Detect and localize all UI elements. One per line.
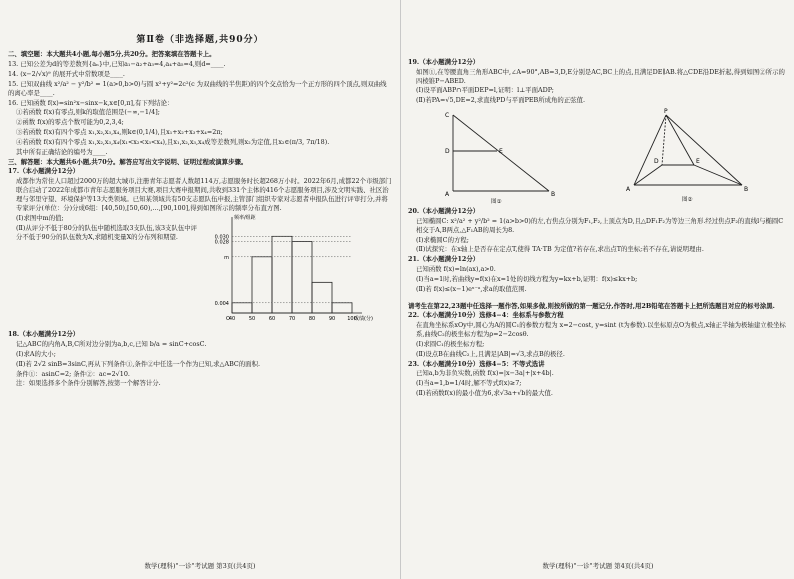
y-tick-label: 0.028 bbox=[214, 239, 229, 246]
q16-tail: 其中所有正确结论的编号为____. bbox=[16, 147, 108, 156]
question-20-body: 已知椭圆C: x²/a² + y²/b² = 1(a>b>0)的左,右焦点分别为F₁,F₂,上顶点为D,且△DF₁F₂为等边三角形.经过焦点F₂的直线l与椭圆C相交于A,B两点,△F₁AB的周长为8. bbox=[416, 216, 784, 234]
fig1-caption: 图① bbox=[490, 199, 501, 206]
q19-part-1: (Ⅰ)设平面ABP∩平面DEP=l,证明：l⊥平面ADP; bbox=[416, 86, 554, 95]
question-21-title: 21.（本小题满分12分） bbox=[408, 255, 480, 264]
fig1-label-e: E bbox=[498, 148, 503, 156]
fig2-label-p: P bbox=[663, 108, 668, 116]
right-footer: 数学(理科)"一诊"考试题 第4页(共4页) bbox=[542, 562, 654, 571]
fig2-label-b: B bbox=[743, 186, 748, 194]
q20-part-2: (Ⅱ)试探究：在x轴上是否存在定点T,使得 TA·TB 为定值?若存在,求出点T的坐标;若不存在,请说明理由. bbox=[416, 245, 704, 254]
figure-1 bbox=[431, 107, 571, 205]
question-16: 16. 已知函数 f(x)=sin²x−sinx−k,x∈[0,π],有下列结论： bbox=[8, 98, 174, 107]
left-footer: 数学(理科)"一诊"考试题 第3页(共4页) bbox=[144, 562, 256, 571]
left-page bbox=[8, 6, 392, 571]
x-axis-label: 成绩(分) bbox=[354, 316, 373, 323]
histogram-bar bbox=[232, 303, 252, 313]
q22-part-1: (Ⅰ)求圆C₁的极坐标方程; bbox=[416, 339, 485, 348]
question-22-title: 22.（本小题满分10分）选修4−4：坐标系与参数方程 bbox=[408, 311, 564, 320]
x-tick-label: 40 bbox=[228, 316, 236, 323]
question-15: 15. 已知双曲线 x²/a² − y²/b² = 1(a>0,b>0)与圆 x²+y²=2c²(c 为双曲线的半焦距)的四个交点恰为一个正方形的四个顶点,则双曲线的离心率是____. bbox=[8, 79, 387, 97]
choice-note: 请考生在第22,23题中任选择一题作答,如果多做,则按所做的第一题记分,作答时,用2B铅笔在答题卡上把所选题目对应的标号涂黑. bbox=[408, 301, 775, 310]
histogram-bar bbox=[332, 303, 352, 313]
page-divider bbox=[400, 0, 401, 579]
histogram-bar bbox=[312, 283, 332, 314]
fig2-edge-pe bbox=[666, 115, 694, 165]
x-tick-label: 100 bbox=[347, 316, 357, 323]
q20-part-1: (Ⅰ)求椭圆C的方程; bbox=[416, 235, 469, 244]
x-tick-label: 60 bbox=[268, 316, 276, 323]
q21-part-2: (Ⅱ)若 f(x)≤(x−1)eˣ⁻ᵃ,求a的取值范围. bbox=[416, 284, 527, 293]
origin-label: O bbox=[226, 316, 230, 323]
fig1-label-d: D bbox=[444, 148, 450, 156]
question-19-title: 19.（本小题满分12分） bbox=[408, 58, 480, 66]
question-23-body: 已知a,b为非负实数,函数 f(x)=|x−3a|+|x+4b|. bbox=[416, 369, 554, 378]
question-17-body: 成都作为常住人口超过2000万的超大城市,注册青年志愿者人数超114万,志愿服务时长超268万小时。2022年6月,成都22个市级部门联合启动了2022年成都市青年志愿服务项目大赛,项目大赛申报期间,共收到331个主体的416个志愿服务项目,涉及文明实践、社区治理与邻里守望、环境保护等13大类领域。已知某领域共有50支志愿队伍申报,主管部门组织专家对志愿者申报队伍进行评审打分,并将专家评分(单位：分)分成6组：[40,50),[50,60),…,[90,100],得到如图所示的频率分布直方图. bbox=[16, 177, 392, 212]
histogram bbox=[202, 213, 373, 328]
question-21-body: 已知函数 f(x)=ln(ax),a>0. bbox=[416, 265, 496, 274]
q18-part-2: (Ⅱ)若 2√2 sinB=3sinC,再从下列条件①,条件②中任选一个作为已知,求△ABC的面积. bbox=[16, 359, 260, 368]
y-axis-label: 频率/组距 bbox=[234, 215, 256, 222]
q23-part-1: (Ⅰ)当a=1,b=1/4时,解不等式f(x)≥7; bbox=[416, 379, 522, 388]
fig1-label-c: C bbox=[444, 112, 449, 120]
q21-part-1: (Ⅰ)当a=1时,若曲线y=f(x)在x=1处的切线方程为y=kx+b,证明：f(x)≤kx+b; bbox=[416, 274, 638, 283]
x-tick-label: 50 bbox=[248, 316, 256, 323]
q17-part-1: (Ⅰ)求图中m的值; bbox=[16, 214, 64, 223]
fig2-label-d: D bbox=[653, 158, 659, 166]
histogram-bar bbox=[252, 257, 272, 313]
histogram-bar bbox=[292, 242, 312, 314]
fig1-label-b: B bbox=[550, 191, 555, 199]
fig1-label-a: A bbox=[444, 191, 449, 199]
q18-part-1: (Ⅰ)求A的大小; bbox=[16, 349, 56, 358]
fig2-edge-pb bbox=[666, 115, 742, 185]
fig2-caption: 图② bbox=[681, 197, 692, 204]
x-tick-label: 70 bbox=[288, 316, 296, 323]
q19-part-2: (Ⅱ)若PA=√5,DE=2,求直线PD与平面PEB所成角的正弦值. bbox=[416, 96, 586, 105]
q17-part-2: (Ⅱ)从评分不低于80分的队伍中随机选取3支队伍,该3支队伍中评分不低于90分的队伍数为X,求随机变量X的分布列和期望. bbox=[16, 224, 197, 242]
question-18-title: 18.（本小题满分12分） bbox=[8, 330, 80, 339]
part2-header: 二、填空题：本大题共4小题,每小题5分,共20分。把答案填在答题卡上。 bbox=[8, 50, 216, 59]
fig2-label-e: E bbox=[695, 158, 700, 166]
right-page bbox=[408, 6, 788, 571]
q16-item-2: ②函数 f(x)的零点个数可能为0,2,3,4; bbox=[16, 118, 124, 127]
question-18-body: 记△ABC的内角A,B,C所对边分别为a,b,c,已知 b/a = sinC+cosC. bbox=[16, 340, 207, 349]
q16-item-1: ①若函数 f(x)有零点,则k的取值范围是(−∞,−1/4]; bbox=[16, 108, 160, 117]
q18-conditions: 条件①：asinC=2; 条件②：ac=2√10. bbox=[16, 369, 130, 378]
histogram-svg bbox=[202, 213, 373, 325]
question-23-title: 23.（本小题满分10分）选修4−5：不等式选讲 bbox=[408, 359, 545, 368]
y-tick-label: 0.030 bbox=[214, 234, 229, 241]
question-22-body: 在直角坐标系xOy中,圆心为A的圆C₁的参数方程为 x=2−cost, y=sint (t为参数).以坐标原点O为极点,x轴正半轴为极轴建立极坐标系,曲线C₂的极坐标方程为ρ=2−2cosθ. bbox=[416, 321, 786, 339]
q23-part-2: (Ⅱ)若函数f(x)的最小值为6,求√3a+√b的最大值. bbox=[416, 389, 553, 398]
q16-item-4: ④若函数 f(x)有四个零点 x₁,x₂,x₃,x₄(x₁<x₂<x₃<x₄),且x₁,x₂,x₃,x₄成等差数列,则x₂为定值,且x₂∈(π/3, 7π/18). bbox=[16, 137, 330, 146]
question-13: 13. 已知公差为d的等差数列{aₙ}中,已知a₁−a₂+a₃=4,a₄+a₅=4,则d=____. bbox=[8, 60, 226, 69]
fig2-label-a: A bbox=[625, 186, 630, 194]
q16-item-3: ③若函数 f(x)有四个零点 x₁,x₂,x₃,x₄,则k∈(0,1/4),且x₁+x₂+x₃+x₄=2π; bbox=[16, 128, 223, 137]
part3-header: 三、解答题：本大题共6小题,共70分。解答应写出文字说明、证明过程或演算步骤。 bbox=[8, 157, 248, 166]
q22-part-2: (Ⅱ)设点B在曲线C₂上,且满足|AB|=√3,求点B的极径. bbox=[416, 349, 565, 358]
figure-2 bbox=[616, 107, 766, 205]
x-tick-label: 90 bbox=[328, 316, 336, 323]
section-title: 第Ⅱ卷（非选择题,共90分） bbox=[136, 35, 264, 45]
fig2-edge-pa bbox=[634, 115, 666, 185]
y-tick-label: m bbox=[224, 255, 229, 262]
question-20-title: 20.（本小题满分12分） bbox=[408, 207, 480, 216]
fig2-edge-eb bbox=[694, 165, 742, 185]
question-17-title: 17.（本小题满分12分） bbox=[8, 167, 80, 176]
question-14: 14. (x−2/√x)⁹ 的展开式中常数项是____. bbox=[8, 70, 125, 79]
y-tick-label: 0.004 bbox=[214, 301, 229, 308]
x-tick-label: 80 bbox=[308, 316, 316, 323]
question-19-body: 如图①,在等腰直角三角形ABC中,∠A=90°,AB=3,D,E分别是AC,BC上的点,且满足DE∥AB.将△CDE沿DE折起,得到如图②所示的四棱锥P−ABED. bbox=[416, 67, 785, 85]
histogram-bar bbox=[272, 237, 292, 314]
q18-note: 注：如果选择多个条件分别解答,按第一个解答计分. bbox=[16, 379, 161, 388]
